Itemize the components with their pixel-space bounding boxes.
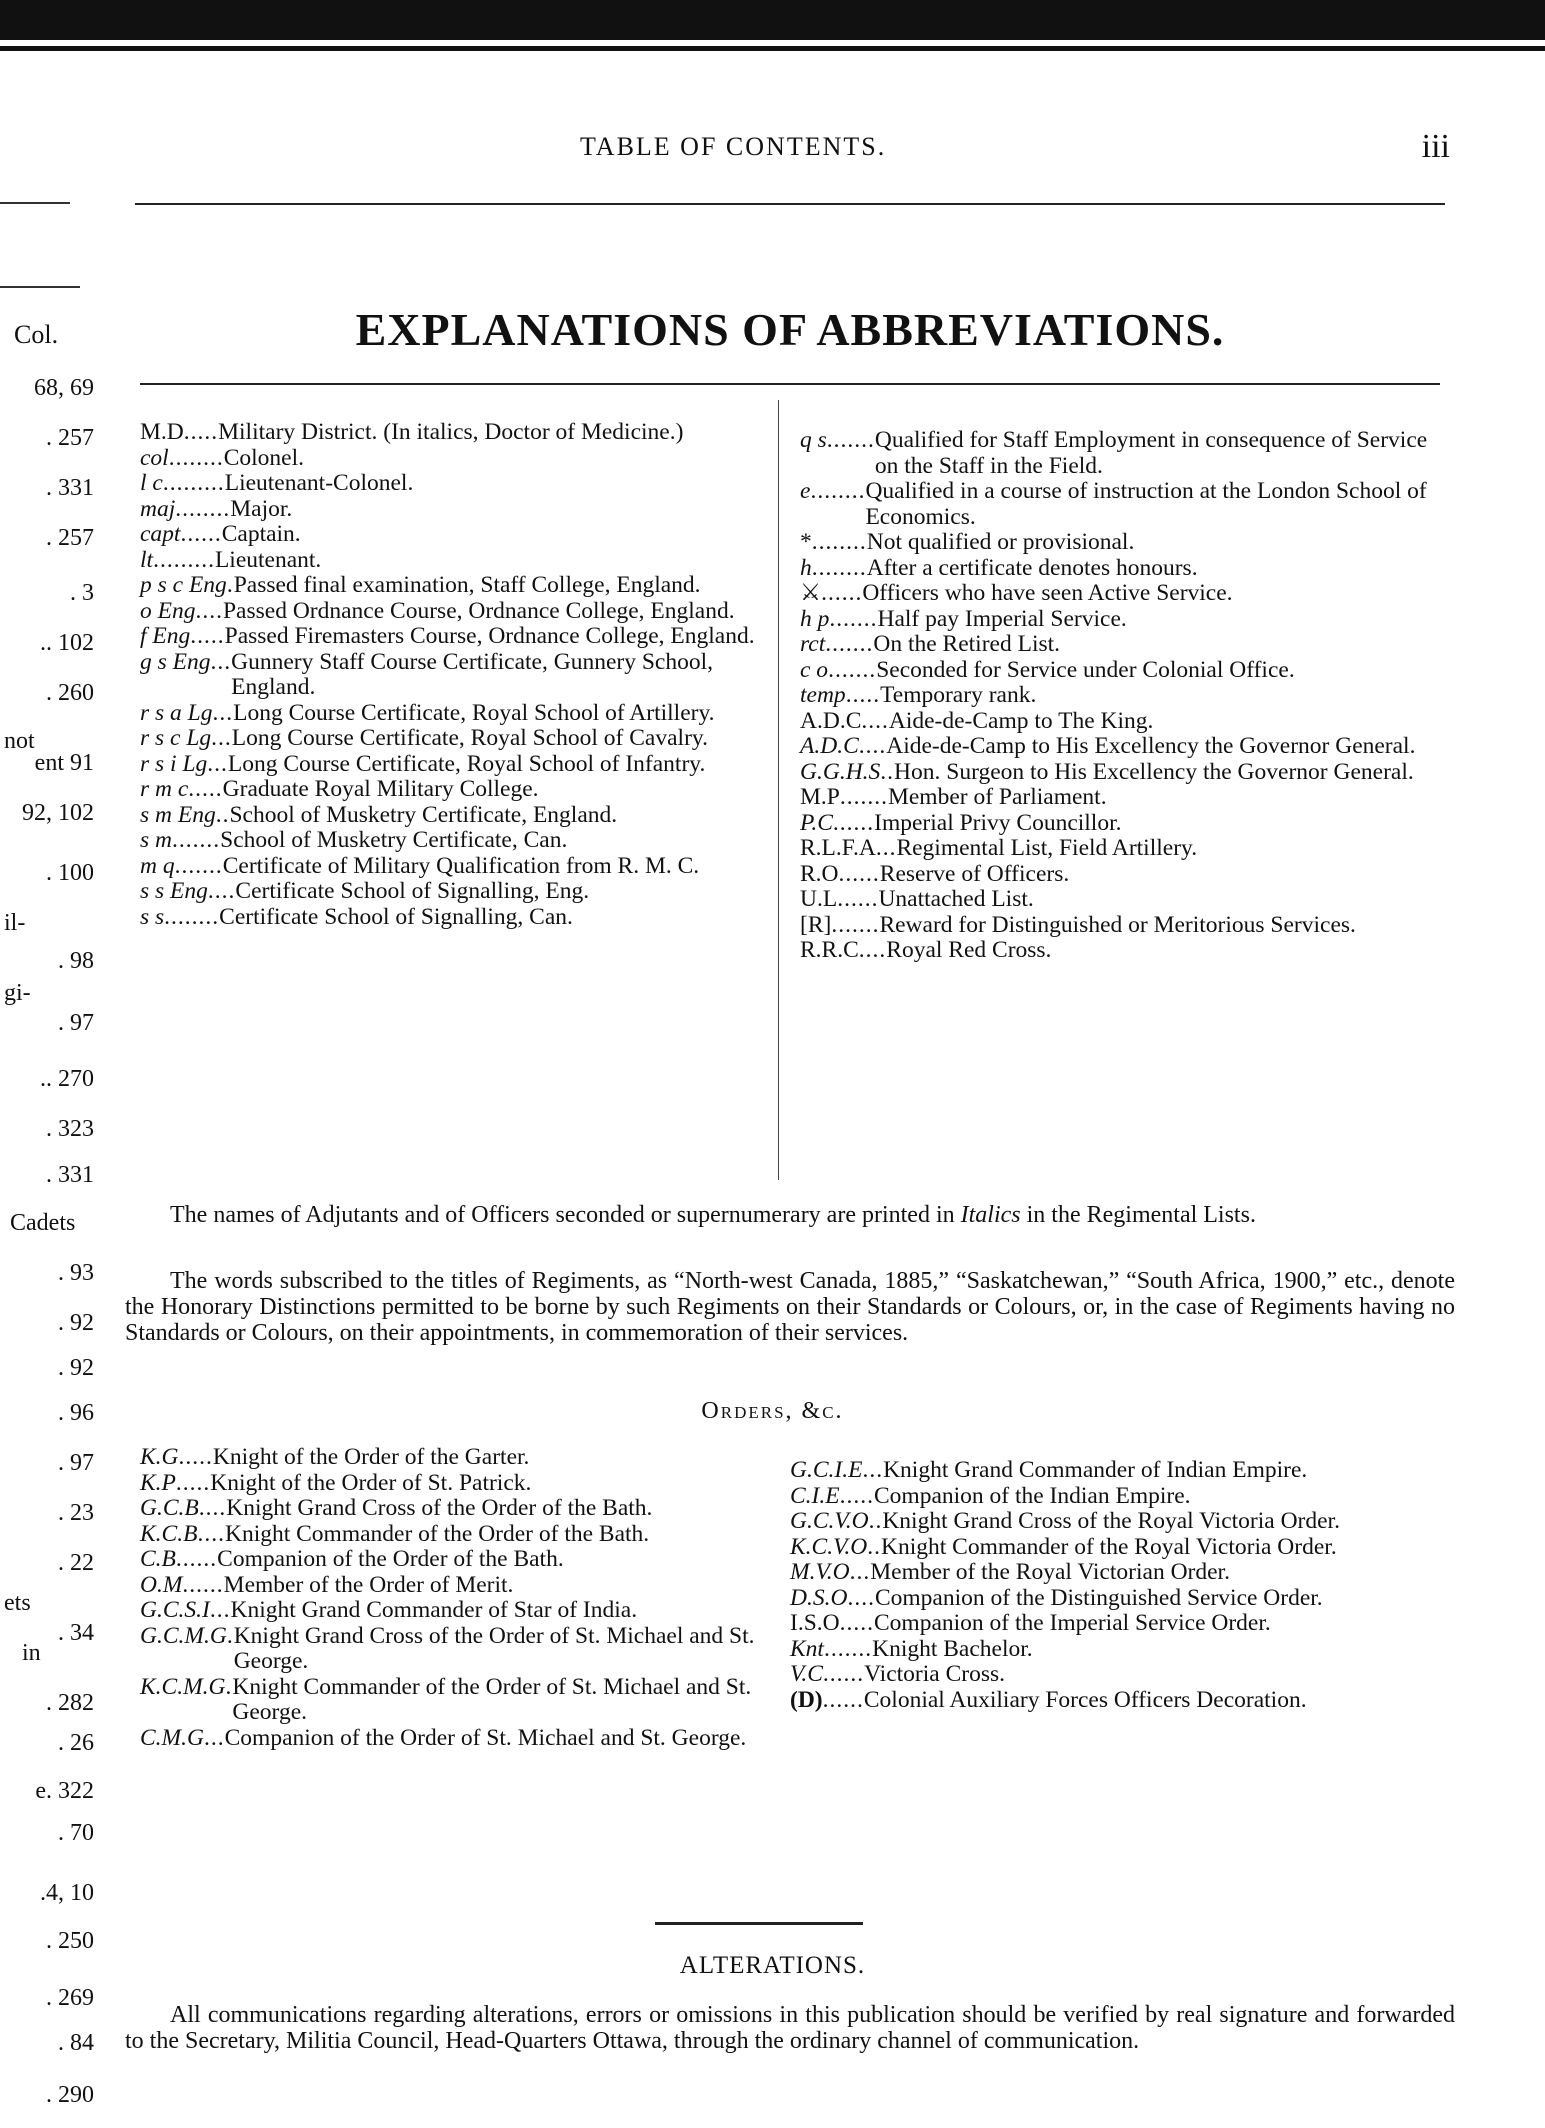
abbreviation-entry xyxy=(790,1662,1450,1688)
abbreviation-term: G.C.I.E xyxy=(790,1457,863,1483)
abbreviation-term: q s xyxy=(800,427,827,453)
margin-fragment: ent 91 xyxy=(34,750,94,776)
leader-dots: ..... xyxy=(845,682,881,708)
abbreviation-entry xyxy=(140,803,760,829)
abbreviation-definition: Hon. Surgeon to His Excellency the Governor General. xyxy=(894,758,1414,785)
abbreviation-definition: Officers who have seen Active Service. xyxy=(862,580,1233,606)
leader-dots: ........ xyxy=(175,495,231,522)
abbreviation-entry xyxy=(800,913,1450,939)
margin-fragment: . 250 xyxy=(46,1928,94,1954)
leader-dots: ... xyxy=(203,1724,225,1751)
margin-fragment: . 93 xyxy=(58,1260,94,1286)
abbreviation-term: P.C xyxy=(800,809,833,836)
abbreviation-term: A.D.C xyxy=(800,733,859,759)
margin-rule xyxy=(0,202,70,204)
leader-dots: ...... xyxy=(822,1661,865,1687)
leader-dots: .... xyxy=(858,937,887,963)
abbreviation-term: K.C.M.G xyxy=(140,1673,226,1700)
margin-fragment: .4, 10 xyxy=(40,1880,94,1906)
abbreviation-term: r s a Lg xyxy=(140,699,213,726)
header-rule xyxy=(135,203,1445,205)
abbreviation-term: g s Eng xyxy=(140,648,211,675)
leader-dots: .... xyxy=(858,733,887,759)
abbreviation-definition: Knight Bachelor. xyxy=(872,1635,1033,1662)
abbreviation-term: G.C.V.O xyxy=(790,1508,869,1534)
leader-dots: ...... xyxy=(821,580,863,606)
leader-dots: ... xyxy=(211,725,232,751)
abbreviation-entry xyxy=(800,683,1450,709)
abbreviation-entry xyxy=(790,1688,1450,1714)
leader-dots: ....... xyxy=(825,631,874,657)
page-top-rule xyxy=(0,46,1545,51)
leader-dots: ... xyxy=(209,1597,231,1623)
adjacent-page-margin xyxy=(0,280,110,2108)
alterations-rule xyxy=(655,1922,863,1925)
margin-rule xyxy=(0,286,80,288)
leader-dots: ..... xyxy=(839,1610,874,1636)
abbreviation-entry xyxy=(140,420,760,446)
margin-fragment: . 92 xyxy=(58,1310,94,1336)
abbreviation-term: c o xyxy=(800,656,829,683)
abbreviation-definition: Member of Parliament. xyxy=(887,784,1107,810)
leader-dots: ..... xyxy=(183,419,219,445)
margin-fragment: . 257 xyxy=(46,425,94,451)
abbreviation-term: f Eng xyxy=(140,623,191,649)
margin-fragment: not xyxy=(4,728,35,754)
abbreviation-term: R.L.F.A xyxy=(800,835,876,861)
margin-fragment: . 282 xyxy=(46,1690,94,1716)
abbreviation-entry xyxy=(800,428,1450,479)
abbreviation-term: I.S.O xyxy=(790,1610,840,1636)
leader-dots: .... xyxy=(861,707,889,734)
leader-dots: .... xyxy=(198,1495,227,1521)
orders-right-column xyxy=(790,1458,1450,1713)
leader-dots: ........ xyxy=(810,478,866,504)
abbreviation-term: C.B xyxy=(140,1546,176,1572)
column-divider xyxy=(778,400,779,1180)
abbreviation-definition: Colonel. xyxy=(223,444,305,471)
leader-dots: . xyxy=(226,572,234,598)
abbreviation-definition: Victoria Cross. xyxy=(864,1661,1005,1687)
leader-dots: ... xyxy=(875,835,897,861)
honorary-distinctions-note: The words subscribed to the titles of Regiments, as “North-west Canada, 1885,” “Saskatchewan,” “South Africa, 1900,” etc., denote the Honorary Distinctions permitted to be borne by such Regiments on their Standards or Colours, or, in the case of Regiments having no Standards or Colours, on their appointments, in commemoration of their services. xyxy=(125,1268,1455,1346)
abbreviation-definition: Imperial Privy Councillor. xyxy=(874,809,1122,836)
adjutants-note-italics: Italics xyxy=(960,1202,1021,1228)
abbreviation-definition: School of Musketry Certificate, Can. xyxy=(220,827,568,853)
abbreviation-entry xyxy=(800,581,1450,607)
abbreviation-definition: Colonial Auxiliary Forces Officers Decoration. xyxy=(863,1686,1307,1713)
margin-fragment: ets xyxy=(4,1590,31,1616)
abbreviation-entry xyxy=(140,752,760,778)
abbreviation-definition: Knight of the Order of St. Patrick. xyxy=(210,1469,532,1496)
abbreviation-definition: Lieutenant. xyxy=(214,546,322,573)
abbreviation-entry xyxy=(800,811,1450,837)
leader-dots: ... xyxy=(207,750,228,777)
abbreviation-entry xyxy=(800,530,1450,556)
margin-fragment: 68, 69 xyxy=(34,375,94,401)
abbreviation-term: r s c Lg xyxy=(140,725,212,751)
abbreviation-term: C.M.G xyxy=(140,1724,204,1751)
margin-fragment: .. 102 xyxy=(40,630,94,656)
margin-fragment: 92, 102 xyxy=(22,800,94,826)
abbreviation-definition: Qualified for Staff Employment in consequence of Service on the Staff in the Field. xyxy=(874,427,1428,479)
abbreviation-definition: Knight Grand Cross of the Order of the Bath. xyxy=(226,1495,653,1521)
abbreviation-term: M.D xyxy=(140,419,184,445)
abbreviation-term: rct xyxy=(800,631,826,657)
abbreviation-definition: Companion of the Distinguished Service Order. xyxy=(874,1584,1323,1611)
abbreviation-entry xyxy=(140,879,760,905)
abbreviation-entry xyxy=(140,777,760,803)
page-title: EXPLANATIONS OF ABBREVIATIONS. xyxy=(355,304,1225,355)
leader-dots: ... xyxy=(212,699,234,726)
abbreviation-definition: Captain. xyxy=(221,521,301,547)
abbreviation-definition: Reserve of Officers. xyxy=(879,860,1070,887)
margin-fragment: . 22 xyxy=(58,1550,94,1576)
adjutants-note-end: in the Regimental Lists. xyxy=(1026,1202,1256,1228)
abbreviation-entry xyxy=(140,548,760,574)
abbreviation-definition: Unattached List. xyxy=(878,886,1034,912)
leader-dots: ..... xyxy=(188,776,223,802)
abbreviation-term: R.R.C xyxy=(800,937,859,963)
abbreviation-term: Knt xyxy=(790,1635,824,1662)
margin-fragment: . 331 xyxy=(46,475,94,501)
abbreviation-term: s s Eng xyxy=(140,878,208,904)
margin-fragment: . 26 xyxy=(58,1730,94,1756)
abbreviation-term: G.C.M.G xyxy=(140,1622,227,1649)
abbreviation-definition: Knight Commander of the Royal Victoria Order. xyxy=(881,1533,1337,1560)
abbreviation-definition: Companion of the Order of St. Michael and St. George. xyxy=(224,1724,747,1751)
leader-dots: ....... xyxy=(174,852,223,879)
abbreviation-definition: Long Course Certificate, Royal School of Infantry. xyxy=(227,750,706,777)
abbreviation-term: p s c Eng xyxy=(140,572,227,598)
abbreviation-term: R.O xyxy=(800,860,839,887)
abbreviation-entry xyxy=(790,1560,1450,1586)
abbreviation-definition: Military District. (In italics, Doctor of Medicine.) xyxy=(218,419,684,445)
abbreviation-entry xyxy=(140,1445,755,1471)
abbreviation-term: M.P xyxy=(800,784,840,810)
abbreviation-definition: Knight Grand Commander of Star of India. xyxy=(230,1597,638,1623)
abbreviation-term: r s i Lg xyxy=(140,750,208,777)
abbreviation-term: h xyxy=(800,554,812,581)
margin-fragment: . 34 xyxy=(58,1620,94,1646)
abbreviation-definition: Companion of the Order of the Bath. xyxy=(217,1546,564,1572)
abbreviation-term: C.I.E xyxy=(790,1482,840,1509)
alterations-heading: ALTERATIONS. xyxy=(679,1952,866,1979)
abbreviation-entry xyxy=(790,1509,1450,1535)
abbreviation-entry xyxy=(140,1547,755,1573)
abbreviation-term: K.P xyxy=(140,1469,176,1496)
leader-dots: .... xyxy=(207,878,236,904)
orders-left-column xyxy=(140,1445,755,1751)
abbreviation-entry xyxy=(790,1611,1450,1637)
leader-dots: ....... xyxy=(839,784,888,810)
abbreviation-definition: Qualified in a course of instruction at the London School of Economics. xyxy=(865,478,1427,530)
abbreviation-term: m q xyxy=(140,852,175,879)
abbreviation-entry xyxy=(800,785,1450,811)
margin-fragment: . 97 xyxy=(58,1010,94,1036)
leader-dots: ...... xyxy=(822,1686,864,1713)
margin-fragment: . 100 xyxy=(46,860,94,886)
abbreviation-entry xyxy=(140,1573,755,1599)
abbreviation-term: V.C xyxy=(790,1661,823,1687)
leader-dots: ..... xyxy=(178,1444,213,1470)
abbreviation-term: * xyxy=(800,529,812,555)
abbreviation-entry xyxy=(140,1675,755,1726)
leader-dots: ... xyxy=(862,1457,884,1483)
abbreviation-entry xyxy=(800,760,1450,786)
margin-fragment: gi- xyxy=(4,980,31,1006)
abbreviation-term: lt xyxy=(140,546,154,573)
leader-dots: ....... xyxy=(828,656,877,683)
leader-dots: .... xyxy=(195,597,223,624)
abbreviation-entry xyxy=(790,1535,1450,1561)
abbreviation-definition: Knight Commander of the Order of the Bath. xyxy=(224,1520,650,1547)
abbreviation-definition: Companion of the Indian Empire. xyxy=(873,1482,1191,1509)
abbreviation-entry xyxy=(140,1598,755,1624)
leader-dots: . xyxy=(226,1622,234,1649)
leader-dots: ......... xyxy=(162,470,225,496)
abbreviation-definition: Passed Firemasters Course, Ordnance College, England. xyxy=(224,623,755,649)
abbreviation-definition: Lieutenant-Colonel. xyxy=(224,470,414,496)
abbreviation-definition: Reward for Distinguished or Meritorious Services. xyxy=(879,911,1356,938)
leader-dots: ..... xyxy=(839,1482,874,1509)
leader-dots: ...... xyxy=(832,809,875,836)
leader-dots: ......... xyxy=(153,546,215,573)
margin-col-heading: Col. xyxy=(14,320,59,349)
abbreviation-entry xyxy=(790,1637,1450,1663)
leader-dots: ....... xyxy=(826,427,875,453)
orders-heading-text: Orders, &c. xyxy=(701,1398,844,1424)
leader-dots: ........ xyxy=(811,554,867,581)
abbreviation-entry xyxy=(140,1726,755,1752)
abbreviation-entry xyxy=(800,938,1450,964)
abbreviation-term: D.S.O xyxy=(790,1584,848,1611)
abbreviation-term: o Eng xyxy=(140,597,196,624)
leader-dots: ... xyxy=(849,1559,871,1585)
alterations-note: All communications regarding alterations, errors or omissions in this publication should be verified by real signature and forwarded to the Secretary, Militia Council, Head-Quarters Ottawa, through the ordinary channel of communication. xyxy=(125,2002,1455,2054)
abbreviation-term: ⚔ xyxy=(800,580,822,606)
abbreviation-entry xyxy=(800,556,1450,582)
abbreviation-definition: Half pay Imperial Service. xyxy=(877,605,1127,632)
leader-dots: ....... xyxy=(829,605,878,632)
abbreviation-definition: Passed Ordnance Course, Ordnance College, England. xyxy=(222,597,735,624)
abbreviation-term: G.C.B xyxy=(140,1495,199,1521)
margin-fragment: . 331 xyxy=(46,1162,94,1188)
abbreviation-entry xyxy=(140,497,760,523)
abbreviation-term: U.L xyxy=(800,886,838,912)
adjutants-note xyxy=(125,1202,1455,1228)
abbreviation-definition: Regimental List, Field Artillery. xyxy=(896,835,1198,861)
abbreviation-term: G.C.S.I xyxy=(140,1597,210,1623)
leader-dots: ........ xyxy=(168,444,224,471)
abbreviation-term: s m xyxy=(140,827,172,853)
abbreviation-definition: Knight Grand Cross of the Royal Victoria Order. xyxy=(882,1508,1340,1534)
abbreviation-definition: On the Retired List. xyxy=(873,631,1061,657)
leader-dots: ...... xyxy=(182,1571,224,1598)
margin-fragment: .. 270 xyxy=(40,1066,94,1092)
abbreviation-term: [R] xyxy=(800,911,832,938)
margin-fragment: . 260 xyxy=(46,680,94,706)
abbreviation-definition: Major. xyxy=(230,495,293,522)
abbreviation-entry xyxy=(140,471,760,497)
abbreviation-entry xyxy=(140,1624,755,1675)
leader-dots: ...... xyxy=(838,860,880,887)
abbreviation-term: G.G.H.S xyxy=(800,758,881,785)
abbreviation-entry xyxy=(800,836,1450,862)
abbreviation-entry xyxy=(140,522,760,548)
abbreviation-entry xyxy=(800,632,1450,658)
leader-dots: ..... xyxy=(190,623,225,649)
leader-dots: .. xyxy=(868,1508,883,1534)
abbreviation-entry xyxy=(790,1586,1450,1612)
abbreviation-term: (D) xyxy=(790,1686,823,1713)
abbreviation-term: capt xyxy=(140,521,181,547)
abbreviation-term: K.C.B xyxy=(140,1520,198,1547)
abbreviation-term: h p xyxy=(800,605,830,632)
margin-fragment: . 257 xyxy=(46,525,94,551)
abbreviation-definition: Gunnery Staff Course Certificate, Gunnery School, England. xyxy=(231,648,713,700)
abbreviation-entry xyxy=(140,1471,755,1497)
abbreviation-entry xyxy=(800,862,1450,888)
abbreviations-right-column xyxy=(800,428,1450,964)
margin-fragment: . 3 xyxy=(70,580,94,606)
page-top-shadow xyxy=(0,0,1545,40)
margin-fragment: in xyxy=(22,1640,41,1666)
abbreviation-definition: Member of the Order of Merit. xyxy=(223,1571,514,1598)
abbreviation-entry xyxy=(140,1496,755,1522)
abbreviation-definition: Aide-de-Camp to His Excellency the Governor General. xyxy=(886,733,1416,759)
abbreviation-definition: Aide-de-Camp to The King. xyxy=(888,707,1154,734)
margin-fragment: . 290 xyxy=(46,2082,94,2108)
orders-heading xyxy=(0,1398,1545,1425)
page-number: iii xyxy=(1421,128,1450,165)
abbreviation-entry xyxy=(800,479,1450,530)
abbreviation-term: r m c xyxy=(140,776,189,802)
margin-fragment: . 97 xyxy=(58,1450,94,1476)
abbreviations-left-column xyxy=(140,420,760,930)
margin-fragment: Cadets xyxy=(10,1210,76,1236)
margin-fragment: . 98 xyxy=(58,948,94,974)
abbreviation-entry xyxy=(800,709,1450,735)
abbreviation-entry xyxy=(800,734,1450,760)
abbreviation-entry xyxy=(140,650,760,701)
leader-dots: ...... xyxy=(180,521,222,547)
leader-dots: ........ xyxy=(164,903,220,930)
abbreviation-term: s s xyxy=(140,903,165,930)
leader-dots: .... xyxy=(847,1584,875,1611)
abbreviation-entry xyxy=(800,607,1450,633)
leader-dots: .. xyxy=(215,801,230,828)
leader-dots: ....... xyxy=(831,911,880,938)
abbreviation-definition: Certificate School of Signalling, Can. xyxy=(219,903,573,930)
abbreviation-definition: Member of the Royal Victorian Order. xyxy=(870,1559,1230,1585)
abbreviation-entry xyxy=(140,828,760,854)
abbreviation-entry xyxy=(140,573,760,599)
abbreviation-term: K.C.V.O xyxy=(790,1533,868,1560)
abbreviation-definition: Seconded for Service under Colonial Office. xyxy=(876,656,1295,683)
margin-fragment: . 269 xyxy=(46,1985,94,2011)
abbreviation-definition: After a certificate denotes honours. xyxy=(866,554,1198,581)
abbreviation-definition: Knight Grand Cross of the Order of St. Michael and St. George. xyxy=(233,1622,755,1674)
margin-fragment: . 84 xyxy=(58,2030,94,2056)
abbreviation-term: temp xyxy=(800,682,846,708)
margin-fragment: . 70 xyxy=(58,1820,94,1846)
abbreviation-entry xyxy=(790,1458,1450,1484)
leader-dots: .. xyxy=(867,1533,882,1560)
margin-fragment: . 323 xyxy=(46,1116,94,1142)
title-rule xyxy=(140,383,1440,385)
abbreviation-definition: School of Musketry Certificate, England. xyxy=(229,801,618,828)
abbreviation-definition: Graduate Royal Military College. xyxy=(222,776,539,802)
abbreviation-definition: Knight Grand Commander of Indian Empire. xyxy=(883,1457,1308,1483)
abbreviation-entry xyxy=(140,1522,755,1548)
abbreviation-definition: Royal Red Cross. xyxy=(886,937,1052,963)
abbreviation-term: l c xyxy=(140,470,163,496)
abbreviation-term: s m Eng xyxy=(140,801,216,828)
margin-fragment: . 96 xyxy=(58,1400,94,1426)
abbreviation-entry xyxy=(140,599,760,625)
abbreviation-term: M.V.O xyxy=(790,1559,850,1585)
abbreviation-term: col xyxy=(140,444,169,471)
abbreviation-entry xyxy=(140,624,760,650)
abbreviation-definition: Certificate of Military Qualification from R. M. C. xyxy=(222,852,700,879)
leader-dots: ........ xyxy=(811,529,867,555)
abbreviation-term: maj xyxy=(140,495,176,522)
abbreviation-term: K.G xyxy=(140,1444,179,1470)
leader-dots: ... xyxy=(210,648,232,675)
abbreviation-entry xyxy=(140,726,760,752)
abbreviation-entry xyxy=(790,1484,1450,1510)
adjutants-note-text: The names of Adjutants and of Officers seconded or supernumerary are printed in xyxy=(170,1202,955,1228)
abbreviation-definition: Knight Commander of the Order of St. Michael and St. George. xyxy=(232,1673,752,1725)
margin-fragment: e. 322 xyxy=(35,1778,94,1804)
leader-dots: ..... xyxy=(175,1469,211,1496)
leader-dots: . xyxy=(225,1673,233,1700)
leader-dots: ....... xyxy=(823,1635,873,1662)
abbreviation-definition: Not qualified or provisional. xyxy=(866,529,1135,555)
margin-fragment: . 23 xyxy=(58,1500,94,1526)
leader-dots: .... xyxy=(197,1520,225,1547)
abbreviation-entry xyxy=(140,446,760,472)
abbreviation-entry xyxy=(140,701,760,727)
abbreviation-term: O.M xyxy=(140,1571,183,1598)
leader-dots: ....... xyxy=(172,827,221,853)
leader-dots: ...... xyxy=(837,886,879,912)
margin-fragment: il- xyxy=(4,910,26,936)
leader-dots: .. xyxy=(880,758,895,785)
margin-fragment: . 92 xyxy=(58,1355,94,1381)
abbreviation-definition: Long Course Certificate, Royal School of Cavalry. xyxy=(231,725,708,751)
abbreviation-definition: Long Course Certificate, Royal School of Artillery. xyxy=(233,699,715,726)
abbreviation-definition: Passed final examination, Staff College, England. xyxy=(233,572,701,598)
abbreviation-entry xyxy=(140,905,760,931)
abbreviation-term: e xyxy=(800,478,811,504)
abbreviation-term: A.D.C xyxy=(800,707,862,734)
abbreviation-entry xyxy=(800,658,1450,684)
abbreviation-entry xyxy=(800,887,1450,913)
abbreviation-entry xyxy=(140,854,760,880)
leader-dots: ...... xyxy=(175,1546,218,1572)
abbreviation-definition: Knight of the Order of the Garter. xyxy=(212,1444,530,1470)
abbreviation-definition: Certificate School of Signalling, Eng. xyxy=(235,878,590,904)
abbreviation-definition: Companion of the Imperial Service Order. xyxy=(874,1610,1271,1636)
running-title: TABLE OF CONTENTS. xyxy=(580,132,887,161)
abbreviation-definition: Temporary rank. xyxy=(880,682,1037,708)
